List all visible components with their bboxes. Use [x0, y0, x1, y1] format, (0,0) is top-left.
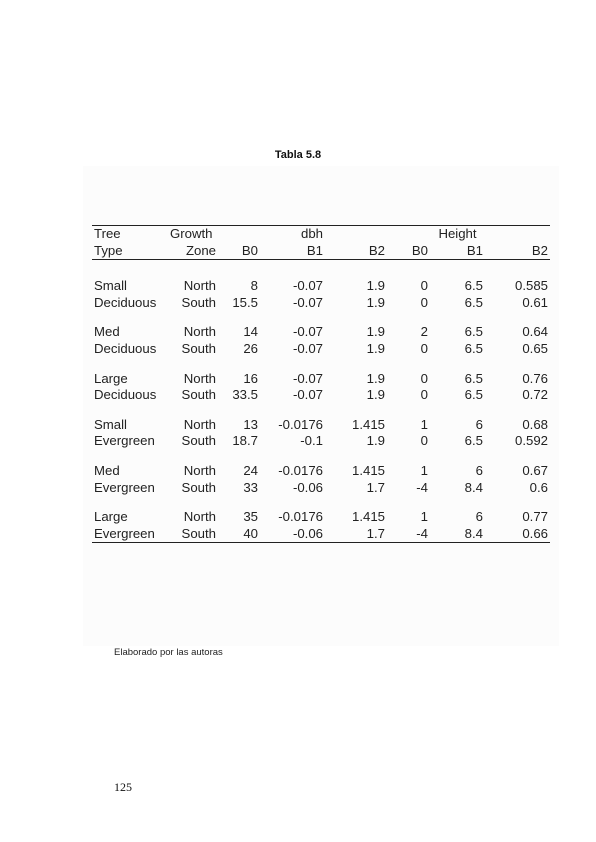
table-cell: 40 — [218, 526, 260, 543]
coefficients-table — [92, 225, 550, 543]
header-tree: Tree — [92, 226, 168, 243]
header-row-2 — [92, 243, 550, 260]
table-cell: 0 — [420, 370, 428, 386]
header-height-b1: B1 — [430, 243, 485, 260]
table-cell: South — [181, 340, 216, 356]
table-cell: Small — [94, 278, 127, 294]
table-cell: North — [183, 278, 216, 294]
table-caption: Tabla 5.8 — [274, 149, 322, 161]
table-cell: 0.67 — [522, 462, 548, 478]
table-cell: South — [181, 433, 216, 449]
table-cell: 0.61 — [522, 294, 548, 310]
table-cell: -0.0176 — [278, 416, 323, 432]
header-type: Type — [92, 243, 168, 260]
table-cell: -0.06 — [260, 526, 325, 543]
table-cell: 1.9 — [366, 340, 385, 356]
table-cell: -0.07 — [292, 370, 323, 386]
table-cell: 1.415 — [351, 462, 385, 478]
table-row — [92, 509, 550, 526]
table-cell: North — [183, 509, 216, 525]
table-cell: 6.5 — [464, 370, 483, 386]
table-cell: Med — [94, 324, 120, 340]
table-cell: Large — [94, 370, 128, 386]
table-cell: Deciduous — [94, 387, 157, 403]
table-cell: 0 — [420, 278, 428, 294]
table-cell: 1.9 — [366, 324, 385, 340]
table-cell: 1.415 — [351, 416, 385, 432]
table-cell: 2 — [420, 324, 428, 340]
table-cell: 1.9 — [366, 294, 385, 310]
table-cell: North — [183, 324, 216, 340]
table-cell: 8.4 — [430, 526, 485, 543]
table-cell: 6.5 — [464, 340, 483, 356]
table-row — [92, 417, 550, 434]
table-cell: -0.07 — [292, 387, 323, 403]
table-body — [92, 260, 550, 543]
table-cell: 6 — [475, 416, 483, 432]
table-cell: Deciduous — [94, 294, 157, 310]
table-row — [92, 324, 550, 341]
table-cell: 6.5 — [464, 387, 483, 403]
table-cell: 0.585 — [514, 278, 548, 294]
table-cell: Large — [94, 509, 128, 525]
table-cell: 0.68 — [522, 416, 548, 432]
table-cell: 1.9 — [366, 433, 385, 449]
table-cell: 15.5 — [232, 294, 258, 310]
table-cell: 0 — [420, 340, 428, 356]
header-dbh-b2: B2 — [325, 243, 387, 260]
table-cell: Small — [94, 416, 127, 432]
table-row — [92, 387, 550, 404]
table-cell: -4 — [387, 526, 430, 543]
table-cell: 6.5 — [464, 278, 483, 294]
header-zone: Zone — [168, 243, 218, 260]
table-cell: North — [183, 416, 216, 432]
table-cell: South — [181, 294, 216, 310]
table-cell: North — [183, 462, 216, 478]
table-cell: 6 — [475, 462, 483, 478]
table-cell: 1 — [420, 509, 428, 525]
table-cell: 1.7 — [325, 526, 387, 543]
table-cell: 13 — [243, 416, 258, 432]
table-cell: 1.415 — [351, 509, 385, 525]
table-cell: -4 — [416, 479, 428, 495]
table-cell: -0.07 — [292, 294, 323, 310]
table-row — [92, 278, 550, 295]
table-cell: 6.5 — [464, 324, 483, 340]
table-row — [92, 526, 550, 543]
table-cell: 8 — [250, 278, 258, 294]
page-number: 125 — [114, 780, 132, 794]
table-cell: -0.06 — [292, 479, 323, 495]
table-cell: 0.64 — [522, 324, 548, 340]
table-cell: 18.7 — [232, 433, 258, 449]
table-cell: 1.9 — [366, 370, 385, 386]
table-cell: 14 — [243, 324, 258, 340]
table-cell: 0.66 — [485, 526, 550, 543]
table-cell: 0 — [420, 433, 428, 449]
table-cell: Med — [94, 462, 120, 478]
table-cell: 0.65 — [522, 340, 548, 356]
table-cell: South — [168, 526, 218, 543]
table-cell: 16 — [243, 370, 258, 386]
table-cell: 33.5 — [232, 387, 258, 403]
header-height-b2: B2 — [485, 243, 550, 260]
table-cell: -0.07 — [292, 340, 323, 356]
table-cell: Evergreen — [94, 433, 155, 449]
table-cell: 1 — [420, 462, 428, 478]
table-cell: North — [183, 370, 216, 386]
table-cell: 1 — [420, 416, 428, 432]
table-cell: Evergreen — [92, 526, 168, 543]
table-cell: -0.0176 — [278, 509, 323, 525]
table-cell: 1.9 — [366, 387, 385, 403]
header-dbh-b1: B1 — [260, 243, 325, 260]
table-cell: 0.76 — [522, 370, 548, 386]
table-cell: 0.72 — [522, 387, 548, 403]
table-figure — [83, 166, 559, 646]
table-cell: 35 — [243, 509, 258, 525]
table-cell: Deciduous — [94, 340, 157, 356]
table-cell: 8.4 — [464, 479, 483, 495]
table-row — [92, 341, 550, 358]
table-cell: 33 — [243, 479, 258, 495]
table-cell: 0 — [420, 387, 428, 403]
table-cell: -0.0176 — [278, 462, 323, 478]
table-cell: 0.592 — [514, 433, 548, 449]
header-height-b0: B0 — [387, 243, 430, 260]
table-cell: 6.5 — [464, 433, 483, 449]
table-cell: -0.07 — [292, 324, 323, 340]
header-dbh: dbh — [260, 226, 325, 243]
table-cell: South — [181, 387, 216, 403]
table-cell: 6 — [475, 509, 483, 525]
table-cell: 1.9 — [366, 278, 385, 294]
table-cell: 6.5 — [464, 294, 483, 310]
table-cell: 1.7 — [366, 479, 385, 495]
header-growth: Growth — [168, 226, 218, 243]
table-row — [92, 295, 550, 312]
header-row-1 — [92, 226, 550, 243]
table-cell: 0.6 — [529, 479, 548, 495]
source-note: Elaborado por las autoras — [114, 647, 223, 658]
table-cell: 24 — [243, 462, 258, 478]
table-cell: 0 — [420, 294, 428, 310]
table-cell: Evergreen — [94, 479, 155, 495]
table-cell: South — [181, 479, 216, 495]
table-cell: 26 — [243, 340, 258, 356]
header-height: Height — [430, 226, 485, 243]
table-row — [92, 433, 550, 450]
header-dbh-b0: B0 — [218, 243, 260, 260]
table-row — [92, 371, 550, 388]
table-cell: 0.77 — [522, 509, 548, 525]
table-row — [92, 463, 550, 480]
table-cell: -0.07 — [292, 278, 323, 294]
table-row — [92, 480, 550, 497]
table-cell: -0.1 — [300, 433, 323, 449]
